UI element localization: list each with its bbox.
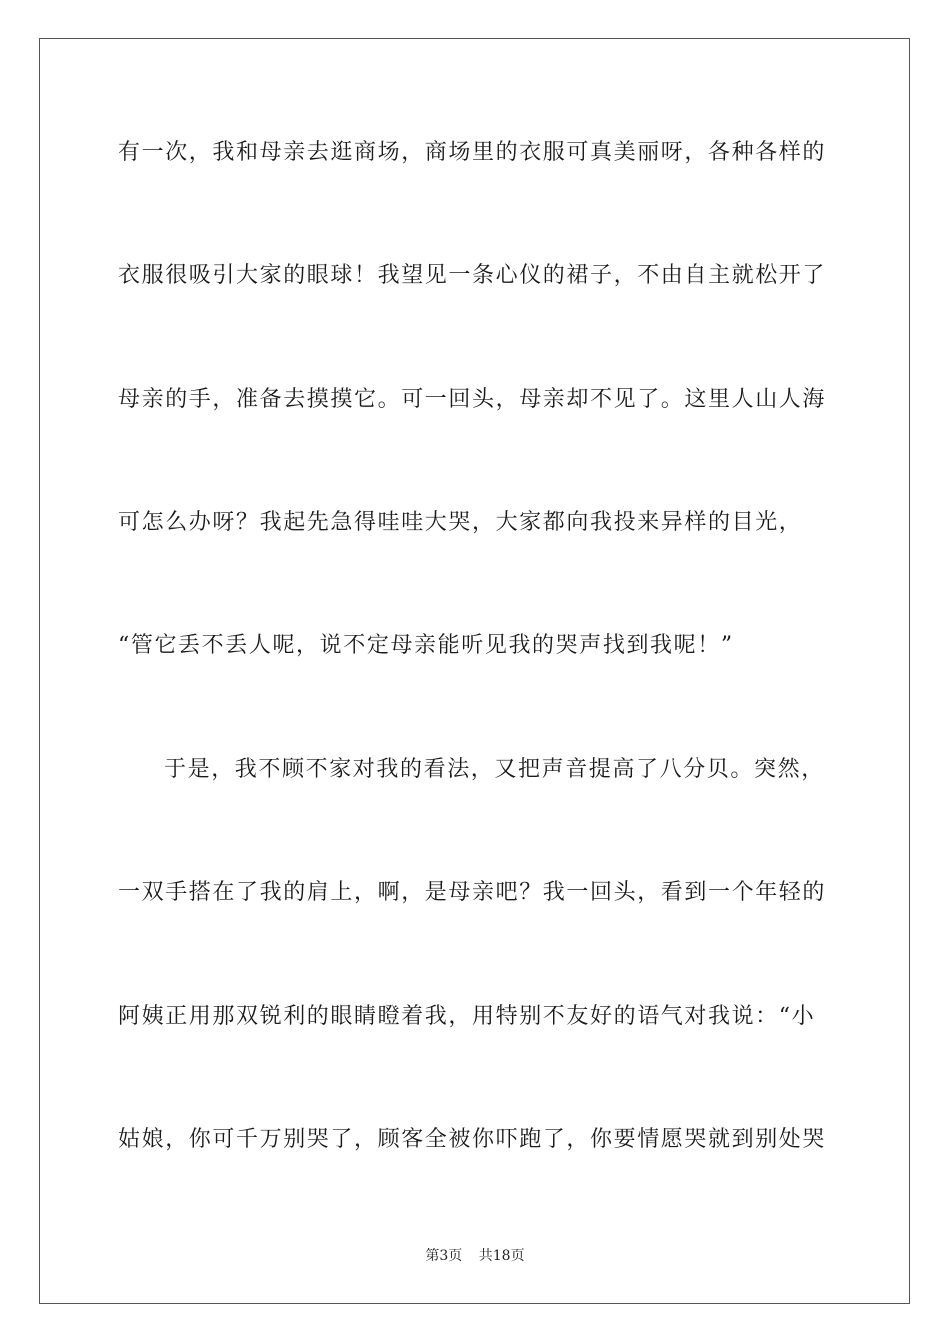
paragraph-line: 一双手搭在了我的肩上，啊，是母亲吧？我一回头，看到一个年轻的 (118, 880, 827, 905)
paragraph-line: 阿姨正用那双锐利的眼睛瞪着我，用特别不友好的语气对我说：“小 (118, 1004, 816, 1029)
paragraph-line: 衣服很吸引大家的眼球！我望见一条心仪的裙子，不由自主就松开了 (118, 263, 827, 288)
paragraph-line: 于是，我不顾不家对我的看法，又把声音提高了八分贝。突然， (164, 757, 825, 782)
page-total: 共18页 (478, 1248, 525, 1264)
page-number: 第3页 (425, 1248, 463, 1264)
paragraph-line: “管它丢不丢人呢，说不定母亲能听见我的哭声找到我呢！” (118, 633, 734, 658)
page-footer (0, 1246, 950, 1266)
paragraph-line: 有一次，我和母亲去逛商场，商场里的衣服可真美丽呀，各种各样的 (118, 140, 827, 165)
page-border (39, 38, 910, 1304)
paragraph-line: 可怎么办呀？我起先急得哇哇大哭，大家都向我投来异样的目光， (118, 510, 803, 535)
paragraph-line: 母亲的手，准备去摸摸它。可一回头，母亲却不见了。这里人山人海 (118, 387, 827, 412)
paragraph-line: 姑娘，你可千万别哭了，顾客全被你吓跑了，你要情愿哭就到别处哭 (118, 1127, 827, 1152)
